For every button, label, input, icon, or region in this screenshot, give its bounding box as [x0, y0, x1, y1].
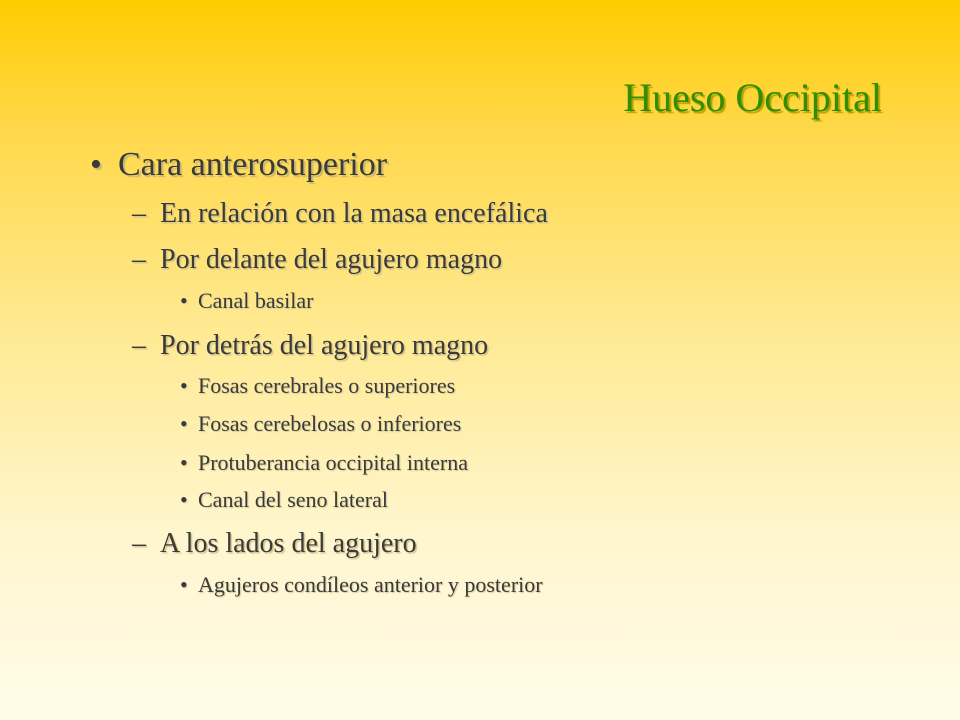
- bullet-mark: •: [180, 572, 188, 597]
- bullet-mark: •: [180, 373, 188, 398]
- bullet-text: Cara anterosuperior: [118, 146, 388, 183]
- bullet-item-level2: [132, 330, 488, 362]
- bullet-text: A los lados del agujero: [160, 528, 417, 559]
- bullet-item-level3: [180, 487, 388, 513]
- bullet-item-level1: [90, 146, 387, 184]
- bullet-item-level3: [180, 288, 313, 314]
- bullet-text: Protuberancia occipital interna: [198, 450, 468, 475]
- bullet-item-level3: [180, 450, 468, 476]
- bullet-item-level2: [132, 528, 417, 560]
- dash-mark: –: [132, 198, 146, 229]
- bullet-item-level2: [132, 244, 502, 276]
- bullet-item-level2: [132, 198, 548, 230]
- bullet-mark: •: [180, 411, 188, 436]
- bullet-text: Canal basilar: [198, 288, 314, 313]
- bullet-item-level3: [180, 572, 543, 598]
- bullet-item-level3: [180, 373, 455, 399]
- bullet-text: Agujeros condíleos anterior y posterior: [198, 572, 543, 597]
- bullet-text: En relación con la masa encefálica: [160, 198, 548, 229]
- dash-mark: –: [132, 244, 146, 275]
- slide-title: Hueso Occipital: [623, 75, 882, 120]
- bullet-mark: •: [180, 288, 188, 313]
- dash-mark: –: [132, 330, 146, 361]
- bullet-text: Por detrás del agujero magno: [160, 330, 489, 361]
- dash-mark: –: [132, 528, 146, 559]
- bullet-text: Fosas cerebelosas o inferiores: [198, 411, 462, 436]
- bullet-item-level3: [180, 411, 461, 437]
- bullet-mark: •: [180, 487, 188, 512]
- bullet-text: Canal del seno lateral: [198, 487, 388, 512]
- bullet-text: Fosas cerebrales o superiores: [198, 373, 456, 398]
- bullet-mark: •: [180, 450, 188, 475]
- bullet-mark: •: [90, 146, 102, 183]
- bullet-text: Por delante del agujero magno: [160, 244, 503, 275]
